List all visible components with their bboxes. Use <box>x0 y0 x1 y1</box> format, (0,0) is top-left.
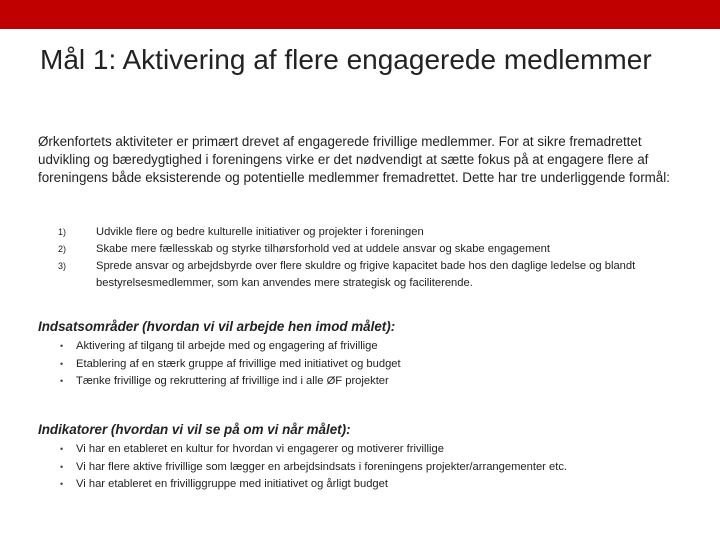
bullet-icon: • <box>60 479 64 489</box>
indicators-list <box>60 441 680 494</box>
purpose-text: Sprede ansvar og arbejdsbyrde over flere skuldre og frigive kapacitet bade hos den daglige ledelse og blandt bestyrelsesmedlemmer, som kan anvendes mere strategisk og faciliterende. <box>96 260 636 289</box>
purpose-number: 1) <box>58 227 67 237</box>
indicator-item <box>60 476 680 494</box>
indicators-heading: Indikatorer (hvordan vi vil se på om vi når målet): <box>38 422 351 437</box>
indicator-item <box>60 459 680 477</box>
indicator-text: Vi har en etableret en kultur for hvordan vi engagerer og motiverer frivillige <box>76 443 444 455</box>
indicator-item <box>60 441 680 459</box>
focus-area-item <box>60 356 680 374</box>
bullet-icon: • <box>60 444 64 454</box>
focus-area-text: Aktivering af tilgang til arbejde med og engagering af frivillige <box>76 340 378 352</box>
focus-areas-list <box>60 338 680 391</box>
purpose-text: Skabe mere fællesskab og styrke tilhørsforhold ved at uddele ansvar og skabe engagement <box>96 243 550 255</box>
focus-area-item <box>60 373 680 391</box>
bullet-icon: • <box>60 376 64 386</box>
focus-area-item <box>60 338 680 356</box>
bullet-icon: • <box>60 461 64 472</box>
purpose-text: Udvikle flere og bedre kulturelle initiativer og projekter i foreningen <box>96 226 424 238</box>
intro-paragraph: Ørkenfortets aktiviteter er primært drevet af engagerede frivillige medlemmer. For at sikre fremadrettet udvikling og bæredygtighed i foreningens virke er det nødvendigt at sætte fokus på at engagere flere af foreningens både eksisterende og potentielle medlemmer fremadrettet. Dette har tre underliggende formål: <box>38 134 670 185</box>
slide-title: Mål 1: Aktivering af flere engagerede medlemmer <box>40 44 652 75</box>
bullet-icon: • <box>60 358 64 369</box>
purpose-number: 2) <box>58 244 67 254</box>
bullet-icon: • <box>60 341 64 351</box>
focus-areas-heading: Indsatsområder (hvordan vi vil arbejde hen imod målet): <box>38 319 396 334</box>
focus-area-text: Etablering af en stærk gruppe af frivillige med initiativet og budget <box>76 357 401 370</box>
purpose-item <box>58 224 678 241</box>
indicator-text: Vi har etableret en frivilliggruppe med initiativet og årligt budget <box>76 478 388 490</box>
purpose-item <box>58 241 678 258</box>
indicator-text: Vi har flere aktive frivillige som lægger en arbejdsindsats i foreningens projekter/arrangementer etc. <box>76 460 568 473</box>
purpose-number: 3) <box>58 261 67 271</box>
purpose-item <box>58 258 678 292</box>
top-accent-bar <box>0 0 720 29</box>
purpose-list <box>58 224 678 292</box>
focus-area-text: Tænke frivillige og rekruttering af frivillige ind i alle ØF projekter <box>76 375 389 387</box>
